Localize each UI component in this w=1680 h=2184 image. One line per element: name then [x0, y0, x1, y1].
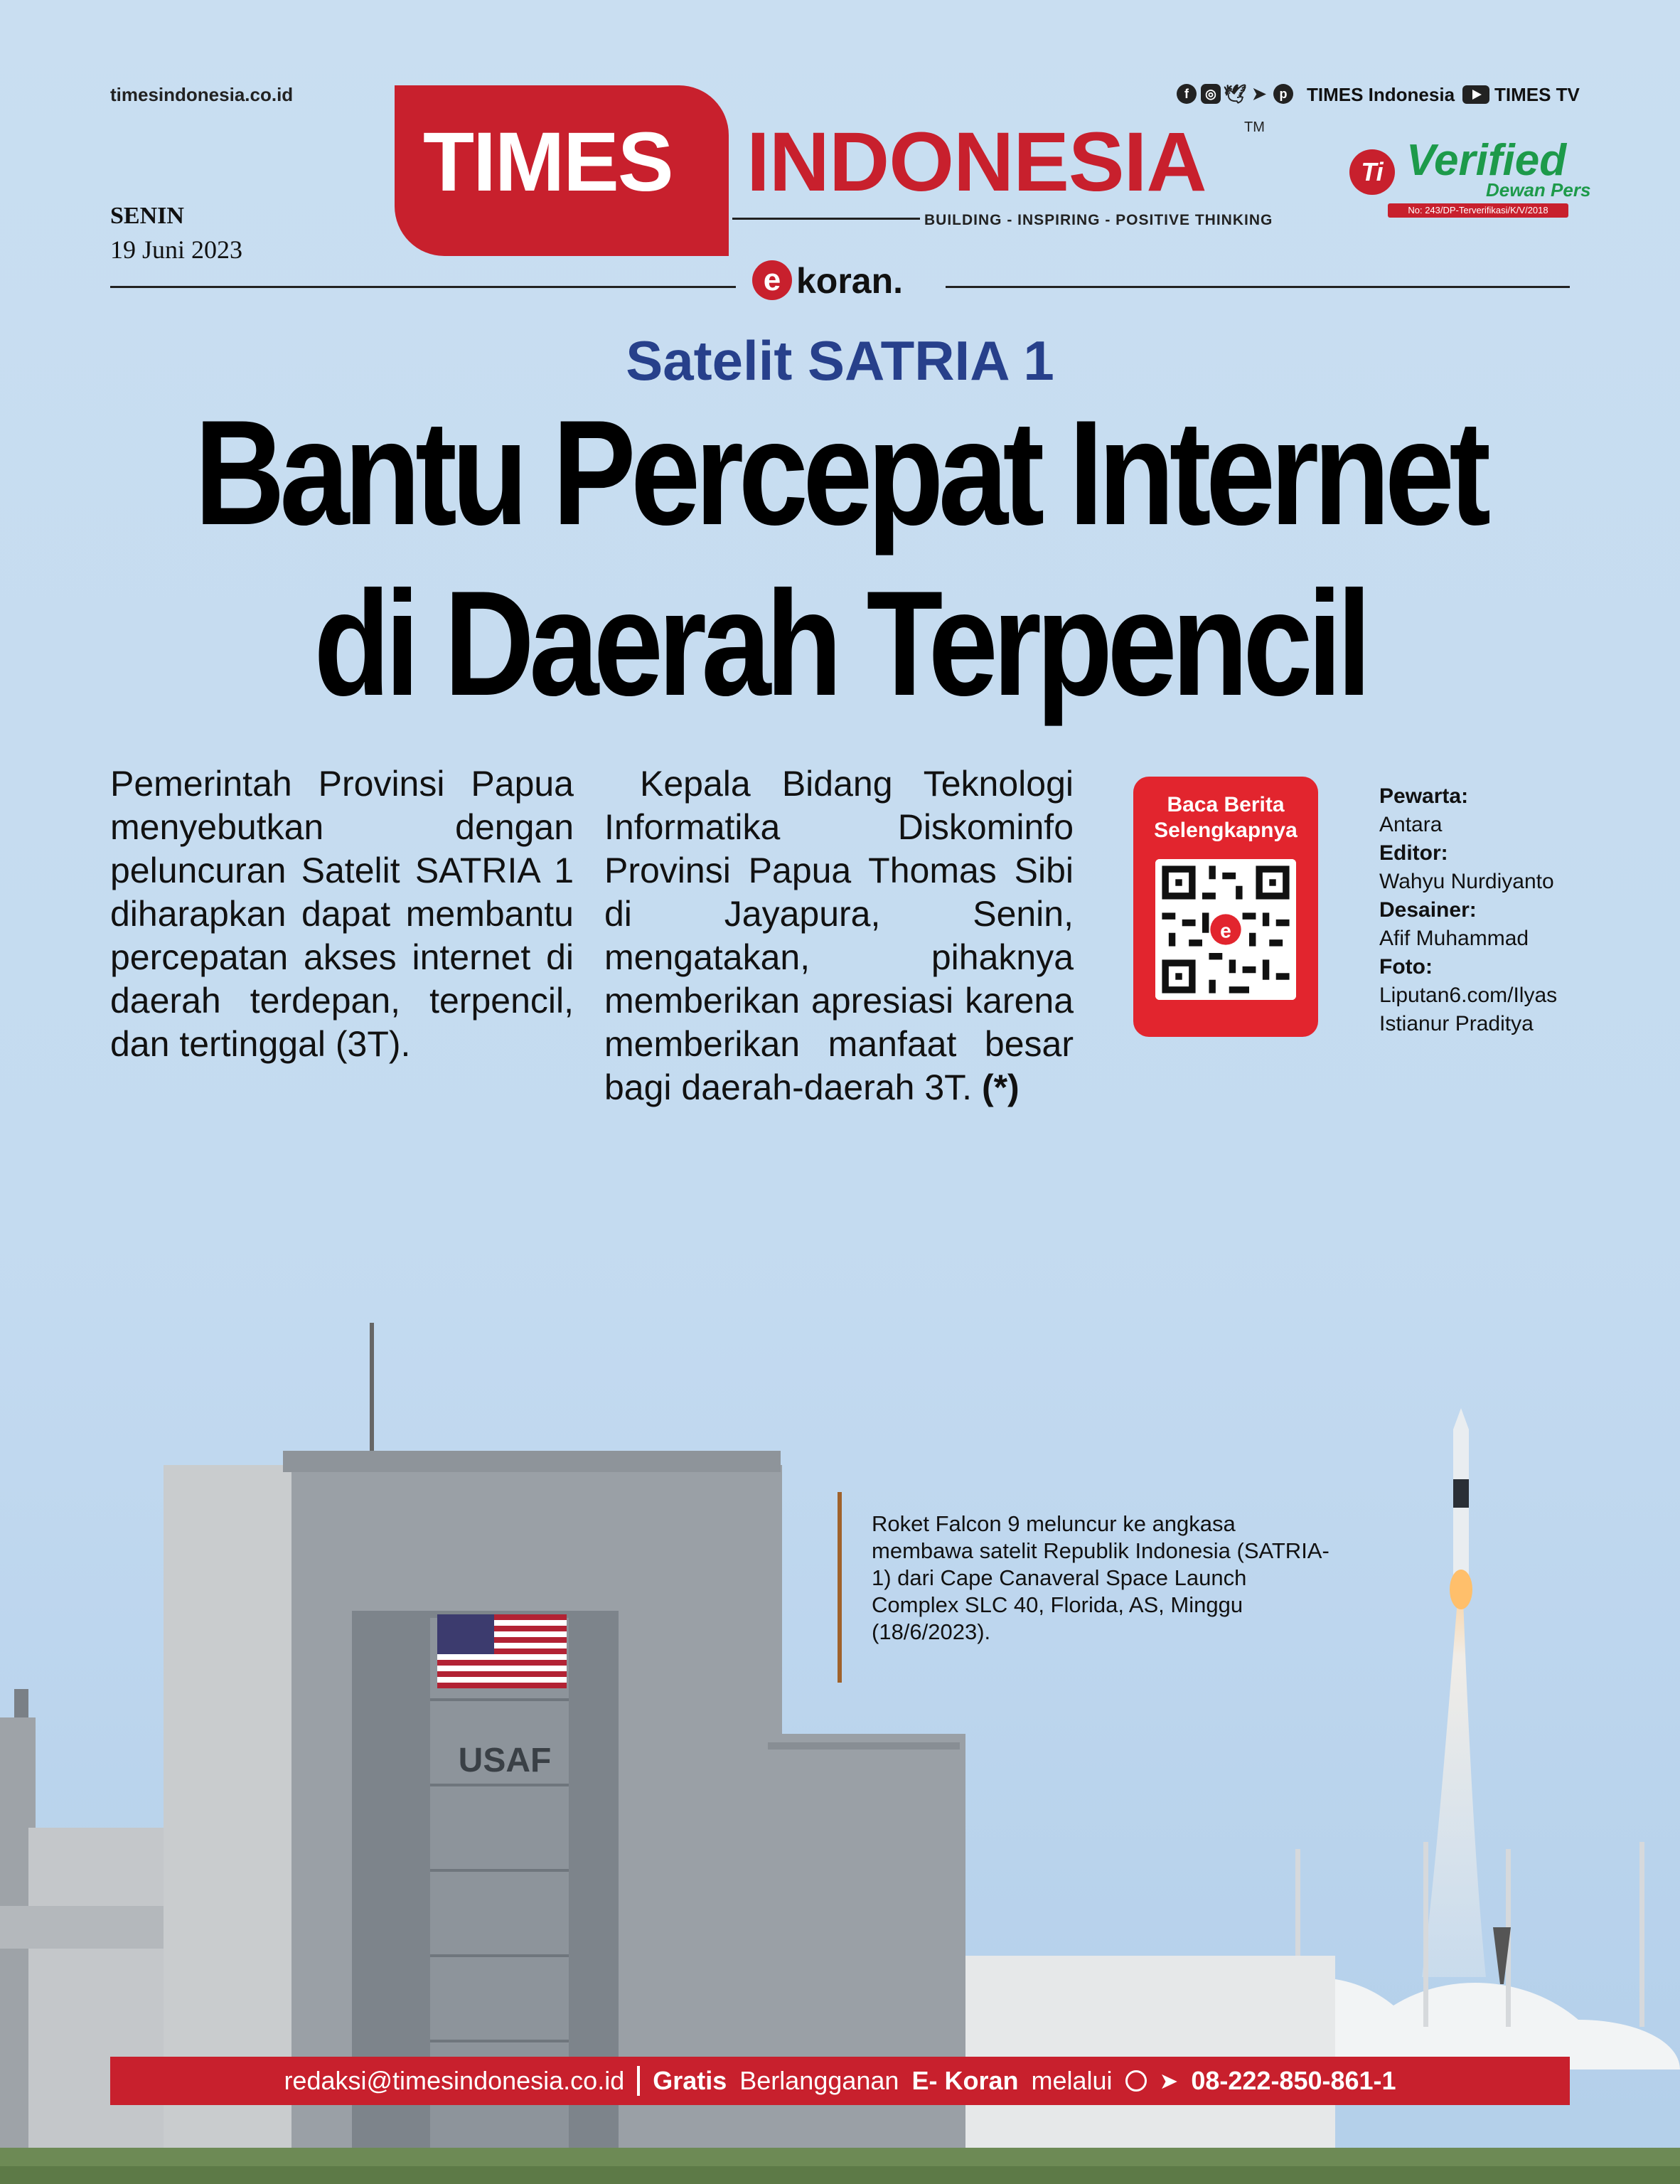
- footer-separator: [637, 2066, 640, 2096]
- launch-photo: [0, 1301, 1680, 2184]
- editor-label: Editor:: [1379, 841, 1448, 865]
- footer-phone[interactable]: 08-222-850-861-1: [1191, 2066, 1396, 2095]
- telegram-icon[interactable]: ➤: [1251, 84, 1267, 104]
- credits-block: [1379, 782, 1557, 1038]
- svg-text:e: e: [1220, 919, 1231, 942]
- twitter-icon[interactable]: 🕊: [1223, 82, 1247, 105]
- footer-ekoran: E- Koran: [911, 2066, 1019, 2095]
- usaf-building-text: USAF: [458, 1742, 552, 1779]
- article-paragraph-2: [604, 762, 1074, 1109]
- foto-label: Foto:: [1379, 955, 1433, 979]
- instagram-icon[interactable]: ◎: [1201, 84, 1221, 104]
- end-mark: (*): [972, 1067, 1020, 1107]
- logo-tagline: BUILDING - INSPIRING - POSITIVE THINKING: [920, 212, 1277, 229]
- headline-line-1: Bantu Percepat Internet: [194, 389, 1486, 556]
- headline-line-2: di Daerah Terpencil: [314, 560, 1366, 727]
- pewarta-value: Antara: [1379, 813, 1443, 836]
- footer-banner: [110, 2057, 1570, 2105]
- header-rule-left: [110, 286, 736, 288]
- caption-accent-bar: [838, 1492, 842, 1683]
- issue-day: SENIN: [110, 203, 184, 229]
- footer-berlangganan: Berlangganan: [739, 2066, 899, 2095]
- social-label[interactable]: TIMES Indonesia: [1307, 84, 1455, 105]
- site-url[interactable]: timesindonesia.co.id: [110, 84, 294, 105]
- qr-title: [1133, 792, 1318, 843]
- foto-value-2: Istianur Praditya: [1379, 1012, 1534, 1035]
- article-kicker: Satelit SATRIA 1: [626, 329, 1054, 392]
- desainer-label: Desainer:: [1379, 898, 1477, 922]
- footer-gratis: Gratis: [653, 2066, 727, 2095]
- registration-number: No: 243/DP-Terverifikasi/K/V/2018: [1388, 203, 1568, 218]
- header-rule-right: [946, 286, 1570, 288]
- times-tv-label[interactable]: TIMES TV: [1494, 84, 1580, 105]
- desainer-value: Afif Muhammad: [1379, 927, 1529, 950]
- foto-value-1: Liputan6.com/Ilyas: [1379, 984, 1558, 1007]
- footer-email[interactable]: redaksi@timesindonesia.co.id: [284, 2066, 625, 2095]
- ti-badge-icon: Ti: [1349, 149, 1395, 195]
- qr-title-line-1: Baca Berita: [1167, 793, 1285, 816]
- facebook-icon[interactable]: f: [1177, 84, 1197, 104]
- verified-label: Verified: [1406, 136, 1567, 185]
- pinterest-icon[interactable]: p: [1273, 84, 1293, 104]
- qr-code-icon[interactable]: [1155, 859, 1296, 1000]
- ekoran-e-icon: e: [752, 260, 792, 300]
- editor-value: Wahyu Nurdiyanto: [1379, 870, 1554, 893]
- telegram-icon[interactable]: ➤: [1159, 2068, 1179, 2094]
- paragraph-2-text: Kepala Bidang Teknologi Informatika Diskominfo Provinsi Papua Thomas Sibi di Jayapura, Senin, mengatakan, pihaknya memberikan apresiasi karena memberikan manfaat besar bagi daerah-daerah 3T.: [604, 764, 1074, 1107]
- logo-indonesia-text: INDONESIA: [747, 115, 1207, 209]
- photo-caption: Roket Falcon 9 meluncur ke angkasa membawa satelit Republik Indonesia (SATRIA-1) dari Cape Canaveral Space Launch Complex SLC 40, Florida, AS, Minggu (18/6/2023).: [872, 1511, 1329, 1644]
- pewarta-label: Pewarta:: [1379, 784, 1469, 808]
- ekoran-label: koran.: [796, 261, 904, 301]
- youtube-icon[interactable]: [1462, 85, 1489, 104]
- social-icons: [1177, 84, 1293, 104]
- footer-melalui: melalui: [1031, 2066, 1113, 2095]
- logo-times-text: TIMES: [423, 115, 673, 209]
- dewan-pers-label: Dewan Pers: [1486, 179, 1591, 201]
- logo-trademark: TM: [1244, 119, 1265, 135]
- article-paragraph-1: Pemerintah Provinsi Papua menyebutkan dengan peluncuran Satelit SATRIA 1 diharapkan dapat membantu percepatan akses internet di daerah terdepan, terpencil, dan tertinggal (3T).: [110, 764, 574, 1064]
- qr-title-line-2: Selengkapnya: [1154, 819, 1298, 842]
- whatsapp-icon[interactable]: [1125, 2070, 1147, 2092]
- issue-date: 19 Juni 2023: [110, 235, 243, 264]
